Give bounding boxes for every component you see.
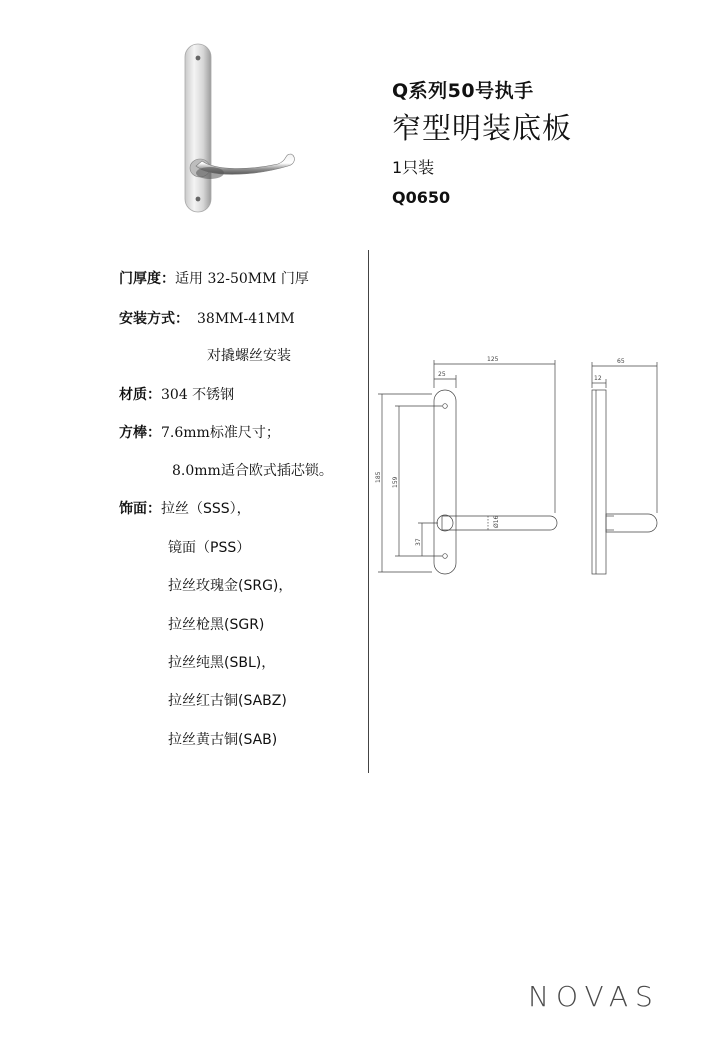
material-value: 304 不锈钢 <box>161 387 235 403</box>
dim-65: 65 <box>617 358 625 365</box>
finish-label: 饰面： <box>119 501 161 517</box>
technical-drawing <box>372 348 672 588</box>
finish-item: 拉丝纯黑(SBL)， <box>168 655 276 671</box>
plate-outline <box>434 390 456 574</box>
finish-item: 拉丝玫瑰金(SRG)， <box>168 578 293 594</box>
product-code: Q0650 <box>392 188 451 207</box>
finish-item: 拉丝红古铜(SABZ) <box>168 693 287 709</box>
spindle-value-2: 8.0mm适合欧式插芯锁。 <box>172 463 333 479</box>
dim-25: 25 <box>438 371 446 378</box>
spindle-label: 方棒： <box>119 425 161 441</box>
brand-logo: NOVAS <box>528 980 660 1013</box>
dim-diameter: Ø16 <box>493 515 500 528</box>
quantity-label: 1只装 <box>392 158 435 177</box>
material-label: 材质： <box>119 387 161 403</box>
vertical-divider <box>368 250 369 773</box>
series-title: Q系列50号执手 <box>392 80 534 102</box>
product-photo <box>150 30 330 230</box>
dim-185: 185 <box>375 471 382 483</box>
dim-37: 37 <box>415 538 422 546</box>
finish-item: 拉丝（SSS）， <box>161 501 251 517</box>
dim-159: 159 <box>392 476 399 488</box>
plate-screw-top <box>443 404 448 409</box>
spindle-value: 7.6mm标准尺寸； <box>161 425 280 441</box>
install-value-2: 对撬螺丝安装 <box>207 348 291 364</box>
install-label: 安装方式： <box>119 311 189 327</box>
dim-125: 125 <box>487 356 499 363</box>
plate-screw-bottom <box>443 554 448 559</box>
dim-12: 12 <box>594 375 602 382</box>
spec-door-thickness <box>119 270 309 288</box>
install-value: 38MM-41MM <box>197 311 295 327</box>
spec-finish <box>119 500 251 518</box>
side-plate-outline <box>592 390 606 574</box>
finish-item: 镜面（PSS） <box>168 540 251 556</box>
spec-material <box>119 386 234 404</box>
spec-spindle <box>119 424 280 442</box>
lever-rose <box>437 515 453 531</box>
door-thickness-label: 门厚度： <box>119 271 175 287</box>
finish-item: 拉丝黄古铜(SAB) <box>168 732 278 748</box>
spec-install <box>119 310 295 328</box>
product-title: 窄型明装底板 <box>392 111 573 145</box>
door-thickness-value: 适用 32-50MM 门厚 <box>175 271 309 287</box>
finish-item: 拉丝枪黑(SGR) <box>168 617 265 633</box>
side-lever-outline <box>606 514 657 532</box>
